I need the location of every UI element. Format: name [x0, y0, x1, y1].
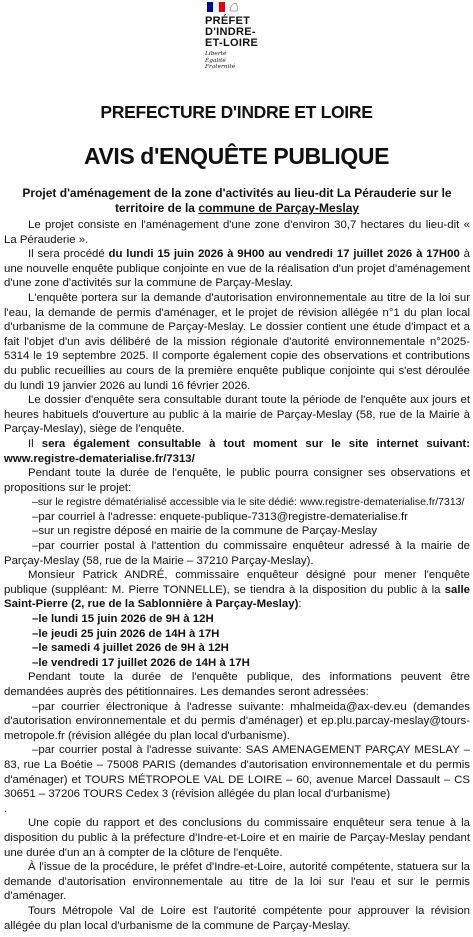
- list-item: –par courrier postal à l'attention du commissaire enquêteur adressé à la mairie de Parçay-Meslay (58, rue de la Mairie – 37210 Parçay-Meslay).: [4, 540, 470, 567]
- permanence-text: –le lundi 15 juin 2026 de 9H à 12H: [32, 613, 214, 626]
- paragraph-text: :: [298, 598, 302, 611]
- motto-line: Fraternité: [205, 64, 236, 71]
- paragraph: Le dossier d'enquête sera consultable durant toute la période de l'enquête aux jours et heures habituels d'ouverture au public à la mairie de Parçay-Meslay (58, rue de la Mairie à Parçay-Meslay), siège de l'enquête.: [4, 394, 470, 436]
- paragraph: Pendant toute la durée de l'enquête, le public pourra consigner ses observations et propositions sur le projet:: [4, 467, 470, 494]
- list-item: –par courrier électronique à l'adresse suivante: mhalmeida@ax-dev.eu (demandes d'autorisation environnementale et du permis d'aménager) et ep.plu.parcay-meslay@tours-metropole.fr (révision allégée du plan local d'urbanisme).: [4, 700, 470, 742]
- list-item: –sur un registre déposé en mairie de la commune de Parçay-Meslay: [32, 525, 378, 538]
- list-item: –par courrier postal à l'adresse suivante: SAS AMENAGEMENT PARÇAY MESLAY – 83, rue La Boétie – 75008 PARIS (demandes d'autorisation environnementale et du permis d'aménager) et TOURS MÉTROPOLE VAL DE LOIRE – 60, avenue Marcel Dassault – CS 30651 – 37206 TOURS Cedex 3 (révision allégée du plan local d'urbanisme): [4, 744, 470, 801]
- list-item: –par courriel à l'adresse: enquete-publique-7313@registre-dematerialise.fr: [32, 510, 408, 523]
- notice-body: [4, 218, 470, 933]
- motto-line: Liberté: [205, 51, 227, 57]
- paragraph-text: Monsieur Patrick ANDRÉ, commissaire enquêteur désigné pour mener l'enquête publique (suppléant: M. Pierre TONNELLE), se tiendra à la disposition du public à la: [4, 569, 470, 596]
- permanence-date: [4, 656, 470, 671]
- paragraph: [4, 247, 470, 291]
- paragraph-text: Il sera procédé: [28, 248, 109, 261]
- paragraph: [4, 437, 470, 466]
- separator-dot: .: [4, 802, 8, 815]
- permanence-text: –le samedi 4 juillet 2026 de 9H à 12H: [32, 642, 229, 655]
- website-notice: sera également consultable à tout moment sur le site internet suivant: www.registre-dematerialise.fr/7313/: [4, 437, 470, 465]
- permanence-date: [4, 641, 470, 656]
- project-subject: [22, 186, 452, 216]
- permanence-date: [4, 612, 470, 627]
- paragraph: Pendant toute la durée de l'enquête publique, des informations peuvent être demandées auprès des pétitionnaires. Les demandes seront adressées:: [4, 671, 470, 698]
- motto-line: Égalité: [205, 57, 226, 64]
- logo-motto: [205, 51, 277, 71]
- subject-text: Projet d'aménagement de la zone d'activités au lieu-dit La Pérauderie sur le territoire de la: [22, 186, 452, 215]
- permanence-text: –le jeudi 25 juin 2026 de 14H à 17H: [32, 627, 220, 640]
- paragraph: Le projet consiste en l'aménagement d'une zone d'environ 30,7 hectares du lieu-dit « La Pérauderie ».: [4, 219, 470, 246]
- flag-icon: [207, 2, 225, 12]
- notice-title: AVIS d'ENQUÊTE PUBLIQUE: [83, 143, 390, 169]
- subject-commune: commune de Parçay-Meslay: [198, 201, 360, 215]
- logo-name: [205, 16, 277, 49]
- prefecture-heading: PREFECTURE D'INDRE ET LOIRE: [100, 102, 373, 122]
- logo-name-line: D'INDRE-: [205, 26, 256, 38]
- venue: salle Saint-Pierre (2, rue de la Sablonnière à Parçay-Meslay): [4, 583, 470, 611]
- inquiry-dates: du lundi 15 juin 2026 à 9H00 au vendredi 17 juillet 2026 à 17H00: [108, 248, 460, 261]
- paragraph-text: à une nouvelle enquête publique conjointe en vue de la réalisation d'un projet d'aménagement d'une zone d'activités sur la commune de Parçay-Meslay.: [4, 248, 471, 290]
- paragraph: À l'issue de la procédure, le préfet d'Indre-et-Loire, autorité compétente, statuera sur la demande d'autorisation environnementale au titre de la loi sur l'eau et sur le permis d'aménager.: [4, 861, 470, 903]
- flag-stripe-red: [219, 2, 225, 12]
- list-item: –sur le registre dématérialisé accessible via le site dédié: www.registre-dematerialise.fr/7313/: [32, 496, 465, 509]
- paragraph-text: Il: [28, 437, 42, 450]
- logo-name-line: ET-LOIRE: [205, 37, 259, 49]
- prefecture-logo: [205, 2, 277, 71]
- permanence-text: –le vendredi 17 juillet 2026 de 14H à 17H: [32, 656, 250, 669]
- paragraph: Une copie du rapport et des conclusions du commissaire enquêteur sera tenue à la disposition du public à la préfecture d'Indre-et-Loire et en mairie de Parçay-Meslay pendant une durée d'un an à compter de la clôture de l'enquête.: [4, 817, 470, 859]
- logo-name-line: PRÉFET: [205, 15, 251, 27]
- marianne-icon: [228, 2, 240, 12]
- permanence-date: [4, 627, 470, 642]
- paragraph: L'enquête portera sur la demande d'autorisation environnementale au titre de la loi sur l'eau, la demande de permis d'aménager, et le projet de révision allégée n°1 du plan local d'urbanisme de la commune de Parçay-Meslay. Le dossier contient une étude d'impact et a fait l'objet d'un avis délibéré de la mission régionale d'autorité environnementale n°2025-5314 le 19 septembre 2025. Il comporte également copie des observations et contributions du public recueillies au cours de la première enquête publique conjointe qui s'est déroulée du lundi 19 janvier 2026 au lundi 16 février 2026.: [4, 291, 470, 392]
- paragraph: [4, 568, 470, 612]
- paragraph: Tours Métropole Val de Loire est l'autorité compétente pour approuver la révision allégée du plan local d'urbanisme de la commune de Parçay-Meslay.: [4, 904, 470, 932]
